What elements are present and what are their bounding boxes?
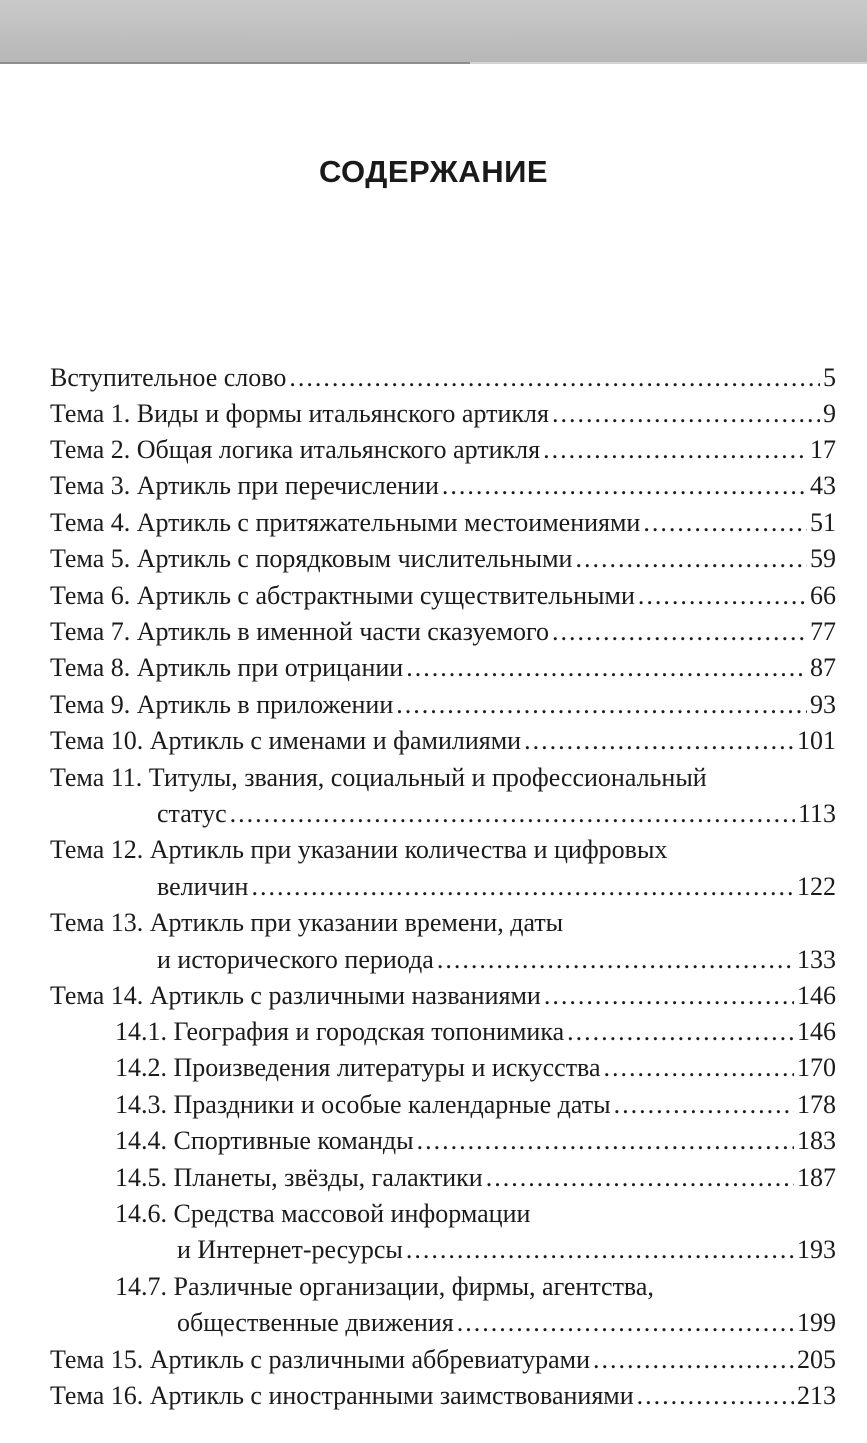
toc-entry-label: 14.2. Произведения литературы и искусства — [115, 1053, 601, 1082]
toc-entry-label: величин — [157, 872, 249, 901]
dot-leader — [251, 869, 794, 905]
dot-leader — [442, 468, 807, 504]
dot-leader — [486, 1160, 794, 1196]
toc-entry — [115, 1123, 836, 1159]
toc-entry-label: 14.5. Планеты, звёзды, галактики — [115, 1163, 483, 1192]
page-edge-shadow — [470, 62, 867, 64]
toc-entry-page-number: 93 — [810, 690, 836, 719]
toc-entry-page-number: 87 — [810, 653, 836, 682]
toc-entry-title-line: 14.7. Различные организации, фирмы, агентства, — [115, 1272, 654, 1301]
toc-entry — [177, 1305, 836, 1341]
toc-entry-page-number: 101 — [797, 726, 836, 755]
toc-entry-page-number: 66 — [810, 581, 836, 610]
toc-entry-page-number: 213 — [797, 1381, 836, 1410]
toc-entry-page-number: 59 — [810, 544, 836, 573]
toc-entry-label: Тема 4. Артикль с притяжательными местоимениями — [50, 508, 641, 537]
toc-entry-label: Тема 6. Артикль с абстрактными существительными — [50, 581, 635, 610]
toc-entry-label: Тема 9. Артикль в приложении — [50, 690, 394, 719]
dot-leader — [552, 614, 807, 650]
toc-entry-page-number: 183 — [797, 1126, 836, 1155]
toc-entry — [115, 1087, 836, 1123]
toc-entry-label: Тема 5. Артикль с порядковым числительными — [50, 544, 573, 573]
dot-leader — [437, 942, 794, 978]
toc-entry-page-number: 51 — [810, 508, 836, 537]
toc-entry — [50, 360, 836, 396]
toc-entry-label: 14.1. География и городская топонимика — [115, 1017, 565, 1046]
toc-entry-label: 14.3. Праздники и особые календарные даты — [115, 1090, 611, 1119]
toc-entry-label: Тема 16. Артикль с иностранными заимствованиями — [50, 1381, 634, 1410]
dot-leader — [543, 432, 807, 468]
toc-entry — [50, 396, 836, 432]
toc-entry-page-number: 146 — [797, 1017, 836, 1046]
toc-entry-page-number: 113 — [797, 799, 836, 828]
toc-entry — [50, 505, 836, 541]
toc-entry-title-line: Тема 11. Титулы, звания, социальный и профессиональный — [50, 763, 707, 792]
toc-entry — [115, 1050, 836, 1086]
page-title: СОДЕРЖАНИЕ — [318, 154, 549, 189]
toc-entry — [50, 723, 836, 759]
toc-entry — [50, 650, 836, 686]
dot-leader — [567, 1014, 794, 1050]
toc-entry-label: 14.4. Спортивные команды — [115, 1126, 414, 1155]
toc-entry-label: Тема 15. Артикль с различными аббревиатурами — [50, 1345, 591, 1374]
toc-entry-label: Тема 14. Артикль с различными названиями — [50, 981, 541, 1010]
toc-entry — [50, 614, 836, 650]
dot-leader — [230, 796, 795, 832]
dot-leader — [604, 1050, 794, 1086]
toc-entry — [50, 1342, 836, 1378]
dot-leader — [406, 1232, 794, 1268]
toc-entry-label: и исторического периода — [157, 945, 434, 974]
toc-entry-page-number: 170 — [797, 1053, 836, 1082]
toc-entry — [115, 1160, 836, 1196]
dot-leader — [638, 578, 807, 614]
toc-entry-page-number: 43 — [810, 471, 836, 500]
toc-entry — [157, 942, 836, 978]
dot-leader — [396, 687, 807, 723]
toc-entry — [50, 432, 836, 468]
dot-leader — [524, 723, 794, 759]
dot-leader — [643, 505, 807, 541]
toc-entry — [50, 1378, 836, 1414]
toc-entry — [177, 1232, 836, 1268]
toc-entry-page-number: 133 — [797, 945, 836, 974]
dot-leader — [637, 1378, 794, 1414]
toc-entry-label: Тема 7. Артикль в именной части сказуемого — [50, 617, 549, 646]
dot-leader — [457, 1305, 794, 1341]
toc-entry-label: и Интернет-ресурсы — [177, 1235, 403, 1264]
toc-entry — [157, 796, 836, 832]
toc-entry-page-number: 77 — [810, 617, 836, 646]
toc-entry-page-number: 122 — [797, 872, 836, 901]
toc-entry-label: Тема 2. Общая логика итальянского артикля — [50, 435, 541, 464]
toc-entry-page-number: 17 — [810, 435, 836, 464]
toc-entry-label: Тема 3. Артикль при перечислении — [50, 471, 439, 500]
toc-entry-label: Тема 8. Артикль при отрицании — [50, 653, 404, 682]
toc-entry-title-line: Тема 13. Артикль при указании времени, даты — [50, 908, 564, 937]
dot-leader — [593, 1342, 794, 1378]
dot-leader — [289, 360, 820, 396]
toc-entry-label: Тема 10. Артикль с именами и фамилиями — [50, 726, 522, 755]
toc-entry-label: Вступительное слово — [50, 363, 287, 392]
dot-leader — [544, 978, 794, 1014]
toc-entry — [50, 468, 836, 504]
toc-entry-page-number: 199 — [797, 1308, 836, 1337]
dot-leader — [552, 396, 820, 432]
toc-entry-page-number: 193 — [797, 1235, 836, 1264]
toc-entry-title-line: 14.6. Средства массовой информации — [115, 1199, 531, 1228]
dot-leader — [614, 1087, 794, 1123]
toc-entry-page-number: 146 — [797, 981, 836, 1010]
dot-leader — [406, 650, 807, 686]
toc-entry — [115, 1014, 836, 1050]
toc-entry-page-number: 5 — [823, 363, 836, 392]
dot-leader — [575, 541, 807, 577]
toc-entry-label: общественные движения — [177, 1308, 454, 1337]
toc-entry-title-line: Тема 12. Артикль при указании количества и цифровых — [50, 835, 668, 864]
toc-entry — [50, 978, 836, 1014]
toc-entry — [50, 541, 836, 577]
toc-entry-page-number: 178 — [797, 1090, 836, 1119]
toc-entry-label: Тема 1. Виды и формы итальянского артикля — [50, 399, 549, 428]
toc-entry — [157, 869, 836, 905]
toc-entry — [50, 687, 836, 723]
page-edge-bar — [0, 0, 867, 64]
toc-entry-page-number: 187 — [797, 1163, 836, 1192]
toc-entry-page-number: 9 — [823, 399, 836, 428]
toc-entry-page-number: 205 — [797, 1345, 836, 1374]
dot-leader — [417, 1123, 794, 1159]
toc-entry — [50, 578, 836, 614]
toc-entry-label: статус — [157, 799, 227, 828]
